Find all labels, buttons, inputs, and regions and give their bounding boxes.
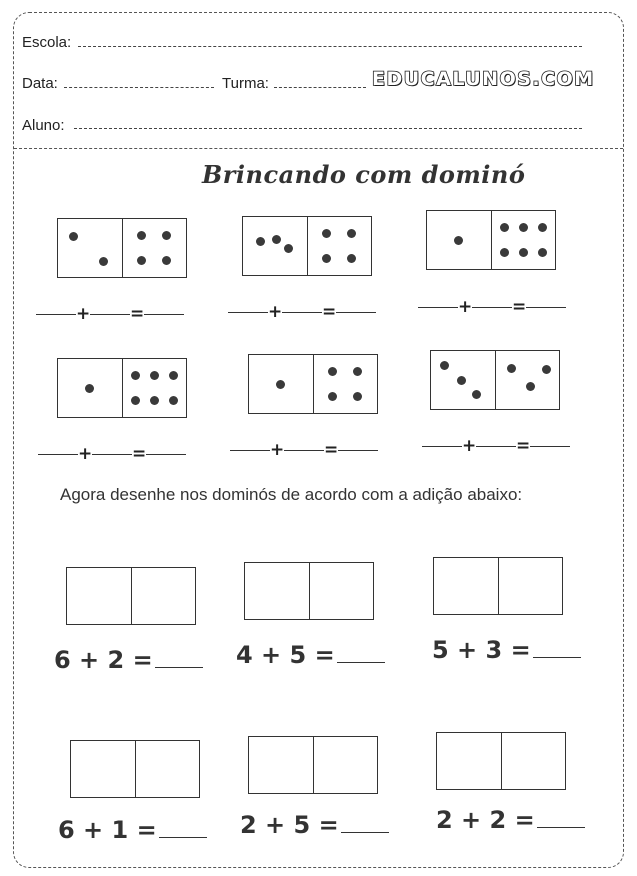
- equals-sign: =: [132, 444, 147, 464]
- domino-1: [57, 218, 187, 278]
- answer-blank[interactable]: [472, 307, 512, 308]
- domino-half-right: [122, 219, 187, 277]
- domino-half-left: [243, 217, 307, 275]
- answer-blank[interactable]: [336, 312, 376, 313]
- addition-text: 5 + 3 =: [432, 636, 531, 664]
- plus-sign: +: [462, 436, 477, 456]
- addition-text: 2 + 2 =: [436, 806, 535, 834]
- empty-domino-half[interactable]: [135, 741, 200, 797]
- empty-domino-half[interactable]: [67, 568, 131, 624]
- domino-pip: [519, 248, 528, 257]
- answer-blank[interactable]: [337, 662, 385, 663]
- domino-pip: [162, 256, 171, 265]
- school-field[interactable]: [78, 46, 582, 47]
- answer-blank[interactable]: [526, 307, 566, 308]
- class-field[interactable]: [274, 87, 366, 88]
- plus-sign: +: [270, 440, 285, 460]
- domino-half-left: [427, 211, 491, 269]
- answer-blank[interactable]: [422, 446, 462, 447]
- domino-3: [426, 210, 556, 270]
- domino-pip: [526, 382, 535, 391]
- domino-equation-2: [228, 302, 376, 322]
- domino-pip: [454, 236, 463, 245]
- empty-domino-half[interactable]: [437, 733, 501, 789]
- domino-pip: [85, 384, 94, 393]
- empty-domino-4[interactable]: [70, 740, 200, 798]
- empty-domino-half[interactable]: [309, 563, 374, 619]
- domino-pip: [542, 365, 551, 374]
- domino-pip: [322, 229, 331, 238]
- domino-pip: [538, 248, 547, 257]
- domino-pip: [328, 392, 337, 401]
- answer-blank[interactable]: [159, 837, 207, 838]
- domino-5: [248, 354, 378, 414]
- addition-2: [236, 641, 385, 669]
- date-label: Data:: [22, 75, 58, 92]
- domino-pip: [137, 231, 146, 240]
- domino-pip: [131, 371, 140, 380]
- answer-blank[interactable]: [146, 454, 186, 455]
- domino-pip: [457, 376, 466, 385]
- domino-equation-5: [230, 440, 378, 460]
- domino-pip: [472, 390, 481, 399]
- equals-sign: =: [324, 440, 339, 460]
- date-field[interactable]: [64, 87, 214, 88]
- domino-pip: [256, 237, 265, 246]
- addition-text: 4 + 5 =: [236, 641, 335, 669]
- addition-3: [432, 636, 581, 664]
- empty-domino-half[interactable]: [434, 558, 498, 614]
- domino-pip: [322, 254, 331, 263]
- domino-pip: [137, 256, 146, 265]
- worksheet-title: Brincando com dominó: [202, 160, 526, 189]
- empty-domino-2[interactable]: [244, 562, 374, 620]
- domino-half-left: [249, 355, 313, 413]
- answer-blank[interactable]: [533, 657, 581, 658]
- domino-4: [57, 358, 187, 418]
- domino-half-right: [495, 351, 560, 409]
- equals-sign: =: [322, 302, 337, 322]
- domino-pip: [284, 244, 293, 253]
- domino-pip: [519, 223, 528, 232]
- domino-pip: [131, 396, 140, 405]
- domino-equation-1: [36, 304, 184, 324]
- empty-domino-half[interactable]: [313, 737, 378, 793]
- domino-pip: [440, 361, 449, 370]
- domino-pip: [69, 232, 78, 241]
- equals-sign: =: [516, 436, 531, 456]
- equals-sign: =: [512, 297, 527, 317]
- domino-2: [242, 216, 372, 276]
- empty-domino-half[interactable]: [131, 568, 196, 624]
- answer-blank[interactable]: [36, 314, 76, 315]
- empty-domino-half[interactable]: [245, 563, 309, 619]
- header-separator: [14, 148, 623, 149]
- empty-domino-6[interactable]: [436, 732, 566, 790]
- empty-domino-half[interactable]: [249, 737, 313, 793]
- empty-domino-half[interactable]: [498, 558, 563, 614]
- addition-text: 6 + 1 =: [58, 816, 157, 844]
- domino-half-right: [491, 211, 556, 269]
- answer-blank[interactable]: [144, 314, 184, 315]
- empty-domino-3[interactable]: [433, 557, 563, 615]
- answer-blank[interactable]: [476, 446, 516, 447]
- answer-blank[interactable]: [537, 827, 585, 828]
- domino-pip: [500, 223, 509, 232]
- empty-domino-half[interactable]: [71, 741, 135, 797]
- equals-sign: =: [130, 304, 145, 324]
- domino-pip: [99, 257, 108, 266]
- answer-blank[interactable]: [38, 454, 78, 455]
- domino-pip: [150, 396, 159, 405]
- domino-pip: [272, 235, 281, 244]
- answer-blank[interactable]: [92, 454, 132, 455]
- addition-5: [240, 811, 389, 839]
- domino-half-left: [58, 219, 122, 277]
- answer-blank[interactable]: [418, 307, 458, 308]
- domino-pip: [500, 248, 509, 257]
- student-field[interactable]: [74, 128, 582, 129]
- empty-domino-5[interactable]: [248, 736, 378, 794]
- empty-domino-1[interactable]: [66, 567, 196, 625]
- addition-1: [54, 646, 203, 674]
- domino-pip: [538, 223, 547, 232]
- domino-equation-3: [418, 297, 566, 317]
- domino-half-right: [122, 359, 187, 417]
- plus-sign: +: [458, 297, 473, 317]
- answer-blank[interactable]: [228, 312, 268, 313]
- domino-pip: [353, 392, 362, 401]
- brand-logo: EDUCALUNOS.COM: [372, 68, 595, 90]
- class-label: Turma:: [222, 75, 269, 92]
- domino-half-left: [431, 351, 495, 409]
- domino-pip: [507, 364, 516, 373]
- domino-half-right: [313, 355, 378, 413]
- domino-6: [430, 350, 560, 410]
- answer-blank[interactable]: [155, 667, 203, 668]
- domino-pip: [169, 371, 178, 380]
- addition-text: 2 + 5 =: [240, 811, 339, 839]
- addition-6: [436, 806, 585, 834]
- student-label: Aluno:: [22, 117, 65, 134]
- plus-sign: +: [78, 444, 93, 464]
- answer-blank[interactable]: [338, 450, 378, 451]
- domino-pip: [347, 254, 356, 263]
- domino-pip: [353, 367, 362, 376]
- answer-blank[interactable]: [90, 314, 130, 315]
- empty-domino-half[interactable]: [501, 733, 566, 789]
- plus-sign: +: [268, 302, 283, 322]
- plus-sign: +: [76, 304, 91, 324]
- answer-blank[interactable]: [341, 832, 389, 833]
- domino-pip: [347, 229, 356, 238]
- addition-text: 6 + 2 =: [54, 646, 153, 674]
- answer-blank[interactable]: [284, 450, 324, 451]
- answer-blank[interactable]: [530, 446, 570, 447]
- domino-equation-6: [422, 436, 570, 456]
- domino-pip: [162, 231, 171, 240]
- domino-half-right: [307, 217, 372, 275]
- domino-pip: [150, 371, 159, 380]
- answer-blank[interactable]: [230, 450, 270, 451]
- domino-half-left: [58, 359, 122, 417]
- school-label: Escola:: [22, 34, 72, 51]
- domino-equation-4: [38, 444, 186, 464]
- domino-pip: [276, 380, 285, 389]
- domino-pip: [328, 367, 337, 376]
- addition-4: [58, 816, 207, 844]
- answer-blank[interactable]: [282, 312, 322, 313]
- domino-pip: [169, 396, 178, 405]
- instruction-text: Agora desenhe nos dominós de acordo com a adição abaixo:: [60, 485, 523, 504]
